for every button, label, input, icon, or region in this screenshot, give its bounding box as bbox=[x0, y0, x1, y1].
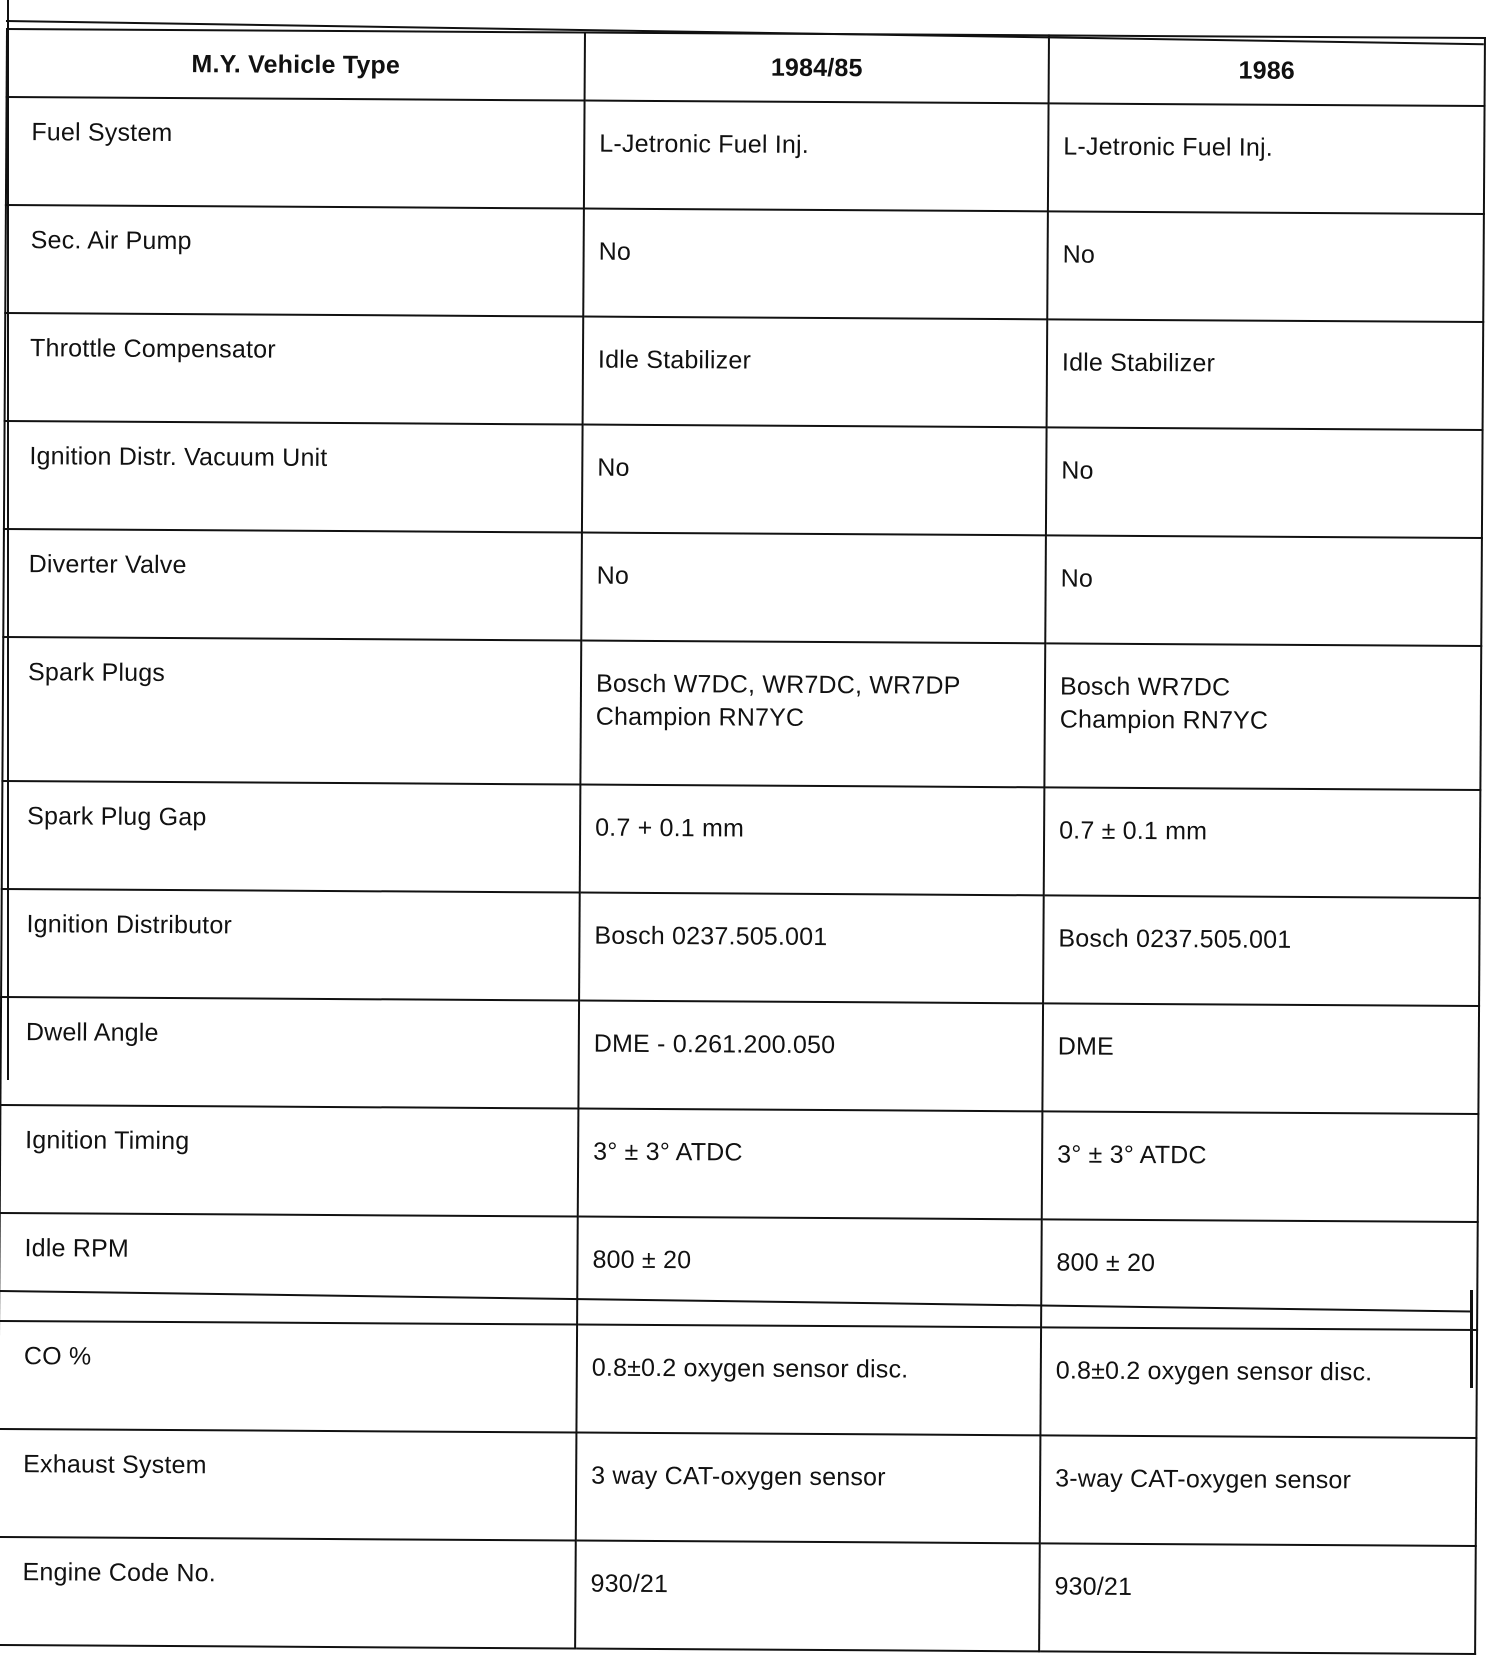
header-row bbox=[7, 29, 1485, 106]
value-1986: 3-way CAT-oxygen sensor bbox=[1055, 1464, 1352, 1495]
header-1984-85: 1984/85 bbox=[585, 33, 1049, 104]
value-1984-85: Bosch 0237.505.001 bbox=[594, 921, 828, 952]
table-row bbox=[5, 205, 1484, 322]
row-label: Ignition Distr. Vacuum Unit bbox=[29, 442, 328, 472]
table-row bbox=[0, 1429, 1476, 1546]
value-1984-85-cell bbox=[575, 1541, 1040, 1652]
row-label-cell bbox=[5, 313, 584, 425]
value-1986-cell bbox=[1045, 535, 1482, 646]
right-border-line bbox=[1470, 1290, 1473, 1388]
value-1986: 0.8±0.2 oxygen sensor disc. bbox=[1055, 1356, 1373, 1387]
value-1986-cell bbox=[1043, 895, 1480, 1006]
table-row bbox=[0, 997, 1479, 1114]
value-1986-cell bbox=[1048, 103, 1485, 214]
value-1984-85-cell bbox=[583, 209, 1048, 320]
row-label-cell bbox=[0, 1213, 578, 1325]
row-label-cell bbox=[0, 1429, 576, 1541]
spec-table-wrapper bbox=[6, 28, 1484, 1646]
value-1986: 0.7 ± 0.1 mm bbox=[1059, 816, 1208, 846]
value-1984-85-cell bbox=[579, 893, 1044, 1004]
row-label: Ignition Timing bbox=[25, 1126, 190, 1156]
row-label: Ignition Distributor bbox=[26, 910, 233, 940]
table-row bbox=[4, 421, 1483, 538]
spec-table-body bbox=[0, 97, 1485, 1654]
value-1984-85-cell bbox=[580, 641, 1045, 788]
row-label-cell bbox=[0, 1105, 578, 1217]
value-1984-85: 3 way CAT-oxygen sensor bbox=[591, 1461, 886, 1492]
row-label-cell bbox=[6, 97, 585, 209]
row-label: Exhaust System bbox=[23, 1450, 207, 1480]
row-label-cell bbox=[2, 781, 581, 893]
value-1986: 3° ± 3° ATDC bbox=[1057, 1140, 1207, 1170]
value-1984-85-cell bbox=[576, 1433, 1041, 1544]
table-row bbox=[0, 1213, 1478, 1330]
value-1986-cell bbox=[1041, 1219, 1478, 1330]
value-1986: 930/21 bbox=[1054, 1572, 1133, 1601]
table-row bbox=[1, 889, 1480, 1006]
header-vehicle-type: M.Y. Vehicle Type bbox=[7, 29, 585, 101]
value-1984-85-cell bbox=[584, 101, 1049, 212]
row-label: Fuel System bbox=[31, 118, 173, 148]
table-row bbox=[2, 781, 1481, 898]
value-1984-85: No bbox=[596, 561, 630, 590]
table-row bbox=[3, 529, 1482, 646]
header-1986: 1986 bbox=[1049, 35, 1485, 106]
value-1984-85: 0.7 + 0.1 mm bbox=[595, 813, 745, 843]
table-row bbox=[0, 1537, 1476, 1654]
row-label: Spark Plugs bbox=[27, 658, 166, 687]
row-label: Diverter Valve bbox=[28, 550, 187, 580]
table-row bbox=[0, 1105, 1478, 1222]
value-1986: No bbox=[1061, 456, 1094, 485]
row-label-cell bbox=[2, 637, 581, 785]
value-1986-cell bbox=[1046, 427, 1483, 538]
value-1986: Bosch WR7DC Champion RN7YC bbox=[1059, 672, 1269, 735]
value-1984-85: No bbox=[598, 237, 632, 266]
value-1984-85-cell bbox=[580, 785, 1045, 896]
value-1986: DME bbox=[1057, 1032, 1115, 1061]
row-label: Sec. Air Pump bbox=[30, 226, 192, 256]
value-1984-85: 800 ± 20 bbox=[592, 1245, 692, 1275]
value-1986-cell bbox=[1044, 787, 1481, 898]
row-label: Idle RPM bbox=[24, 1234, 130, 1263]
value-1984-85: DME - 0.261.200.050 bbox=[593, 1029, 836, 1060]
value-1984-85: No bbox=[597, 453, 630, 482]
value-1986-cell bbox=[1040, 1327, 1477, 1438]
value-1986-cell bbox=[1047, 211, 1484, 322]
row-label-cell bbox=[0, 1537, 576, 1649]
row-label: Dwell Angle bbox=[25, 1018, 159, 1047]
value-1984-85-cell bbox=[577, 1217, 1042, 1328]
row-label-cell bbox=[4, 421, 583, 533]
row-label-cell bbox=[1, 889, 580, 1001]
value-1986-cell bbox=[1042, 1003, 1479, 1114]
value-1986: 800 ± 20 bbox=[1056, 1248, 1156, 1278]
value-1986-cell bbox=[1042, 1111, 1479, 1222]
value-1984-85: 0.8±0.2 oxygen sensor disc. bbox=[591, 1353, 909, 1384]
value-1986-cell bbox=[1044, 643, 1481, 790]
table-row bbox=[6, 97, 1485, 214]
value-1986-cell bbox=[1040, 1435, 1477, 1546]
row-label-cell bbox=[3, 529, 582, 641]
table-row bbox=[5, 313, 1484, 430]
value-1984-85: 3° ± 3° ATDC bbox=[593, 1137, 743, 1167]
value-1984-85-cell bbox=[578, 1109, 1043, 1220]
value-1986-cell bbox=[1039, 1543, 1476, 1654]
value-1984-85-cell bbox=[583, 317, 1048, 428]
table-row bbox=[0, 1321, 1477, 1438]
row-label: CO % bbox=[23, 1342, 92, 1371]
value-1984-85-cell bbox=[582, 425, 1047, 536]
row-label: Throttle Compensator bbox=[29, 334, 276, 364]
value-1986: Bosch 0237.505.001 bbox=[1058, 924, 1292, 954]
value-1984-85: Bosch W7DC, WR7DC, WR7DP Champion RN7YC bbox=[595, 669, 961, 732]
value-1986: L-Jetronic Fuel Inj. bbox=[1063, 132, 1274, 162]
value-1986: Idle Stabilizer bbox=[1061, 348, 1216, 378]
row-label: Spark Plug Gap bbox=[27, 802, 207, 832]
value-1984-85-cell bbox=[578, 1001, 1043, 1112]
value-1984-85: Idle Stabilizer bbox=[597, 345, 752, 375]
value-1986: No bbox=[1062, 240, 1096, 269]
value-1986-cell bbox=[1047, 319, 1484, 430]
row-label-cell bbox=[5, 205, 584, 317]
left-border-line bbox=[7, 0, 9, 1080]
table-row bbox=[2, 637, 1481, 790]
value-1984-85: 930/21 bbox=[590, 1569, 669, 1599]
value-1984-85: L-Jetronic Fuel Inj. bbox=[599, 129, 810, 159]
row-label: Engine Code No. bbox=[22, 1558, 217, 1588]
row-label-cell bbox=[0, 997, 579, 1109]
value-1984-85-cell bbox=[576, 1325, 1041, 1436]
value-1984-85-cell bbox=[581, 533, 1046, 644]
row-label-cell bbox=[0, 1321, 577, 1433]
value-1986: No bbox=[1060, 564, 1094, 593]
spec-table bbox=[0, 28, 1486, 1655]
